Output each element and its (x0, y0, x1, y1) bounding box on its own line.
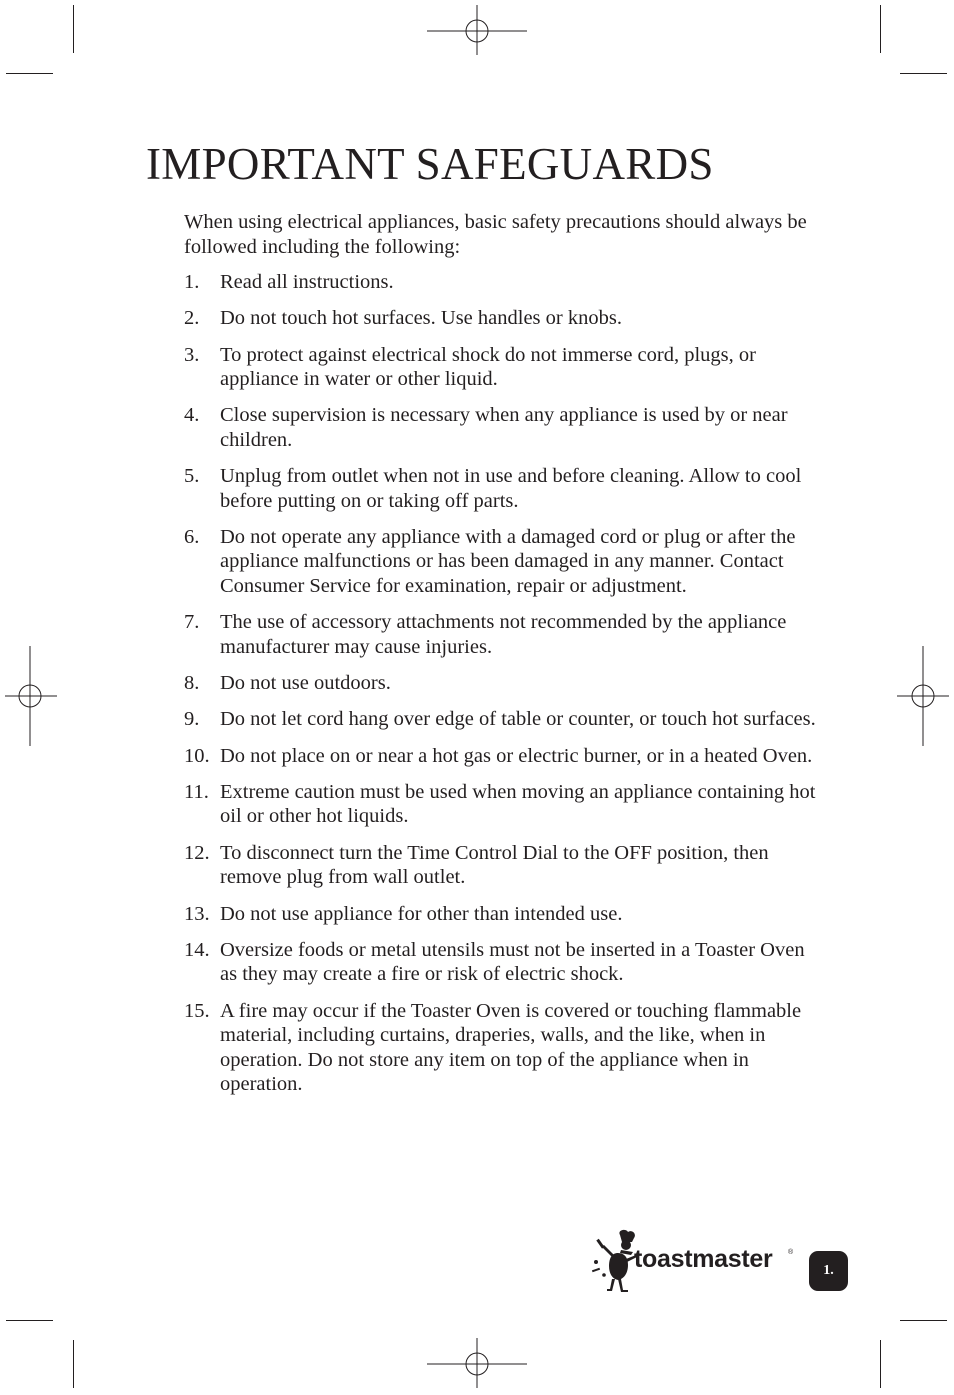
safeguard-item (184, 999, 824, 1097)
safeguard-text: Do not use outdoors. (220, 672, 391, 695)
crop-mark-bottom-left-horizontal (6, 1320, 53, 1321)
safeguard-text: To disconnect turn the Time Control Dial to the OFF position, then remove plug from wall outlet. (220, 841, 769, 889)
page-number-badge (809, 1251, 848, 1291)
safeguard-text: Do not place on or near a hot gas or electric burner, or in a heated Oven. (220, 744, 813, 767)
crop-mark-top-left-vertical (73, 5, 74, 53)
safeguard-number: 4. (184, 404, 200, 427)
registration-mark-top (427, 5, 527, 55)
safeguards-list (184, 270, 824, 1108)
safeguard-text: The use of accessory attachments not recommended by the appliance manufacturer may cause injuries. (220, 611, 787, 658)
safeguard-text: Extreme caution must be used when moving an appliance containing hot oil or other hot liquids. (220, 780, 816, 828)
chef-mascot-icon (590, 1229, 640, 1295)
safeguard-text: Do not let cord hang over edge of table or counter, or touch hot surfaces. (220, 708, 816, 731)
safeguard-number: 8. (184, 672, 200, 695)
safeguard-item (184, 938, 824, 987)
safeguard-number: 12. (184, 841, 210, 864)
safeguard-item (184, 671, 824, 696)
safeguard-item (184, 902, 824, 927)
safeguard-number: 6. (184, 525, 200, 548)
safeguard-item (184, 707, 824, 732)
safeguard-item (184, 841, 824, 890)
safeguard-number: 15. (184, 999, 210, 1022)
safeguard-text: To protect against electrical shock do not immerse cord, plugs, or appliance in water or other liquid. (220, 343, 756, 391)
safeguard-item (184, 525, 824, 599)
safeguard-number: 11. (184, 780, 209, 803)
registered-trademark-symbol: ® (788, 1249, 794, 1256)
brand-wordmark: toastmaster (634, 1245, 773, 1273)
safeguard-item (184, 464, 824, 513)
safeguard-text: Close supervision is necessary when any appliance is used by or near children. (220, 404, 788, 451)
safeguard-item (184, 270, 824, 295)
registration-mark-bottom (427, 1338, 527, 1388)
safeguard-number: 1. (184, 271, 200, 293)
crop-mark-bottom-right-horizontal (900, 1320, 947, 1321)
safeguard-number: 9. (184, 708, 200, 731)
safeguard-number: 7. (184, 611, 200, 634)
intro-paragraph: When using electrical appliances, basic safety precautions should always be followed including the following: (184, 211, 807, 258)
registration-mark-right (897, 646, 949, 746)
safeguard-text: Do not operate any appliance with a damaged cord or plug or after the appliance malfunctions or has been damaged in any manner. Contact Consumer Service for examination, repair or adjustment. (220, 525, 796, 597)
safeguard-number: 13. (184, 902, 210, 925)
safeguard-item (184, 610, 824, 659)
safeguard-number: 14. (184, 938, 210, 961)
safeguard-number: 5. (184, 465, 200, 488)
crop-mark-top-right-horizontal (900, 73, 947, 74)
safeguard-number: 10. (184, 744, 210, 767)
page-title: IMPORTANT SAFEGUARDS (146, 139, 714, 189)
safeguard-number: 2. (184, 307, 200, 330)
crop-mark-bottom-left-vertical (73, 1340, 74, 1388)
safeguard-item (184, 780, 824, 829)
toastmaster-logo (590, 1229, 800, 1295)
safeguard-text: Read all instructions. (220, 271, 394, 293)
page-number: 1. (823, 1263, 834, 1278)
safeguard-item (184, 343, 824, 392)
safeguard-text: Do not use appliance for other than intended use. (220, 902, 623, 925)
safeguard-item (184, 306, 824, 331)
registration-mark-left (5, 646, 57, 746)
safeguard-item (184, 403, 824, 452)
safeguard-text: A fire may occur if the Toaster Oven is covered or touching flammable material, including curtains, draperies, walls, and the like, when in operation. Do not store any item on top of the appliance when in operation. (220, 999, 802, 1096)
safeguard-text: Do not touch hot surfaces. Use handles or knobs. (220, 307, 622, 330)
crop-mark-top-right-vertical (880, 5, 881, 53)
safeguard-text: Oversize foods or metal utensils must not be inserted in a Toaster Oven as they may create a fire or risk of electric shock. (220, 938, 805, 986)
crop-mark-top-left-horizontal (6, 73, 53, 74)
safeguard-number: 3. (184, 343, 200, 366)
crop-mark-bottom-right-vertical (880, 1340, 881, 1388)
safeguard-item (184, 744, 824, 769)
safeguard-text: Unplug from outlet when not in use and before cleaning. Allow to cool before putting on or taking off parts. (220, 465, 802, 512)
